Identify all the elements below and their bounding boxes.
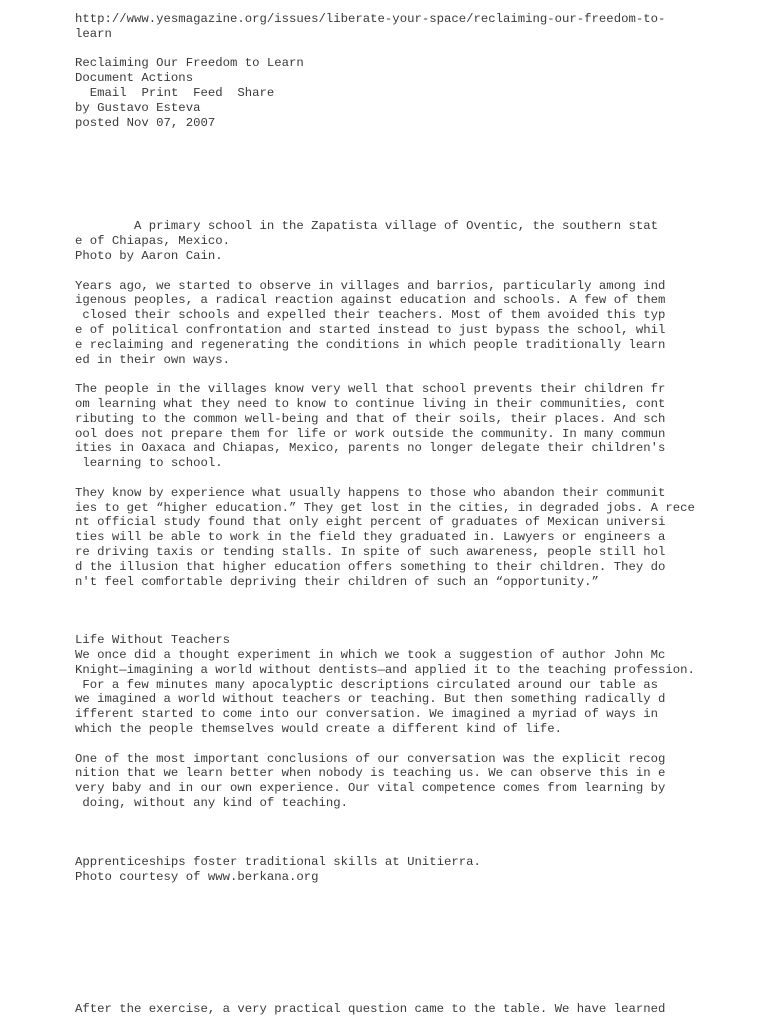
posted-date: posted Nov 07, 2007	[75, 115, 216, 130]
paragraph: One of the most important conclusions of our conversation was the explicit recog nition that we learn better when nobody is teaching us. We can observe this in e very baby and in our own experience. Our vital competence comes from learning by doing, without any kind of teaching.	[75, 751, 666, 811]
feed-link[interactable]: Feed	[193, 85, 223, 100]
article-title: Reclaiming Our Freedom to Learn	[75, 56, 304, 71]
photo-caption-unitierra: Apprenticeships foster traditional skills at Unitierra. Photo courtesy of www.berkana.org	[75, 854, 481, 884]
url-line[interactable]: http://www.yesmagazine.org/issues/liberate-your-space/reclaiming-our-freedom-to-	[75, 12, 666, 26]
paragraph: The people in the villages know very well that school prevents their children fr om learning what they need to know to continue living in their communities, cont ributing to the common well-being and that of their soils, their places. And sch ool does not prepare them for life or work outside the community. In many commun ities in Oaxaca and Chiapas, Mexico, parents no longer delegate their children's learning to school.	[75, 382, 666, 471]
share-link[interactable]: Share	[237, 85, 275, 100]
print-link[interactable]: Print	[141, 85, 179, 100]
paragraph: They know by experience what usually happens to those who abandon their communit ies to get “higher education.” They get lost in the cities, in degraded jobs. A rece nt official study found that only eight percent of graduates of Mexican universi ties will be able to work in the field they graduated in. Lawyers or engineers a re driving taxis or tending stalls. In spite of such awareness, people still hol d the illusion that higher education offers something to their children. They do n't feel comfortable depriving their children of such an “opportunity.”	[75, 485, 695, 589]
byline: by Gustavo Esteva	[75, 100, 201, 115]
email-link[interactable]: Email	[89, 85, 127, 100]
document-actions-label: Document Actions	[75, 71, 194, 86]
paragraph: After the exercise, a very practical question came to the table. We have learned	[75, 1002, 666, 1017]
section-heading: Life Without Teachers	[75, 633, 230, 648]
url-line-cont[interactable]: learn	[75, 26, 112, 41]
photo-caption-oventic: A primary school in the Zapatista village of Oventic, the southern stat e of Chiapas, Mexico. Photo by Aaron Cain.	[75, 219, 658, 263]
document-actions-row	[75, 86, 715, 101]
article-page	[75, 12, 715, 1017]
paragraph: Years ago, we started to observe in villages and barrios, particularly among ind igenous peoples, a radical reaction against education and schools. A few of them closed their schools and expelled their teachers. Most of them avoided this typ e of political confrontation and started instead to just bypass the school, whil e reclaiming and regenerating the conditions in which people traditionally learn ed in their own ways.	[75, 278, 666, 367]
paragraph: We once did a thought experiment in which we took a suggestion of author John Mc Knight—imagining a world without dentists—and applied it to the teaching profession. For a few minutes many apocalyptic descriptions circulated around our table as we imagined a world without teachers or teaching. But then something radically d ifferent started to come into our conversation. We imagined a myriad of ways in which the people themselves would create a different kind of life.	[75, 648, 695, 737]
